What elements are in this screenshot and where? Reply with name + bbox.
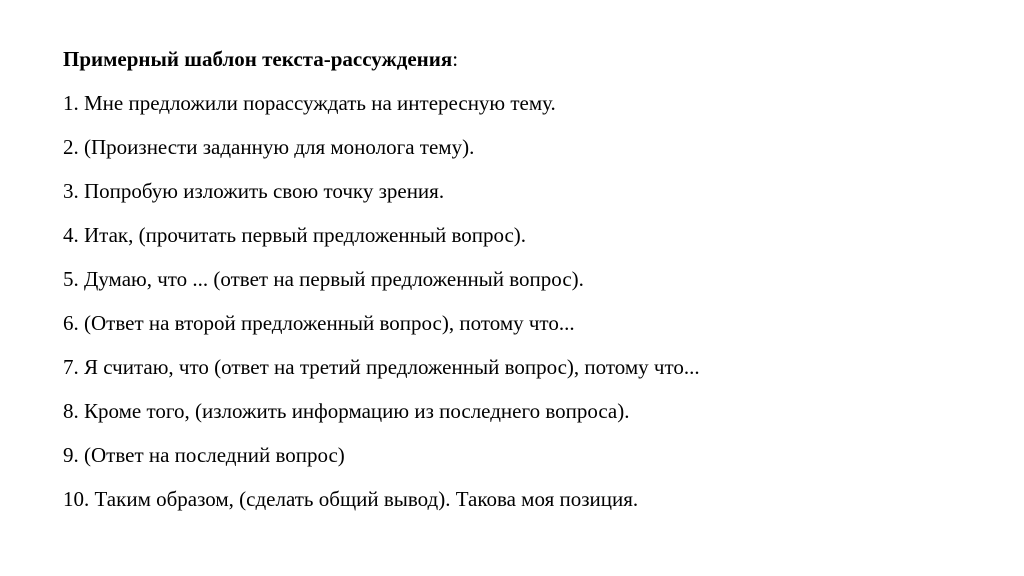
template-step-1: 1. Мне предложили порассуждать на интересную тему. [63,91,556,115]
template-step-3: 3. Попробую изложить свою точку зрения. [63,179,445,203]
template-steps-list [63,88,1003,514]
template-step-7: 7. Я считаю, что (ответ на третий предложенный вопрос), потому что... [63,355,700,379]
template-step-2: 2. (Произнести заданную для монолога тему). [63,135,475,159]
template-step-10: 10. Таким образом, (сделать общий вывод). Такова моя позиция. [63,487,639,511]
template-step-5: 5. Думаю, что ... (ответ на первый предложенный вопрос). [63,267,584,291]
template-step-8: 8. Кроме того, (изложить информацию из последнего вопроса). [63,399,630,423]
slide-content [63,44,1003,528]
title-colon: : [452,47,459,71]
template-heading [63,44,1003,74]
template-step-9: 9. (Ответ на последний вопрос) [63,443,345,467]
template-step-6: 6. (Ответ на второй предложенный вопрос), потому что... [63,311,575,335]
template-title: Примерный шаблон текста-рассуждения [63,47,453,71]
template-step-4: 4. Итак, (прочитать первый предложенный вопрос). [63,223,527,247]
